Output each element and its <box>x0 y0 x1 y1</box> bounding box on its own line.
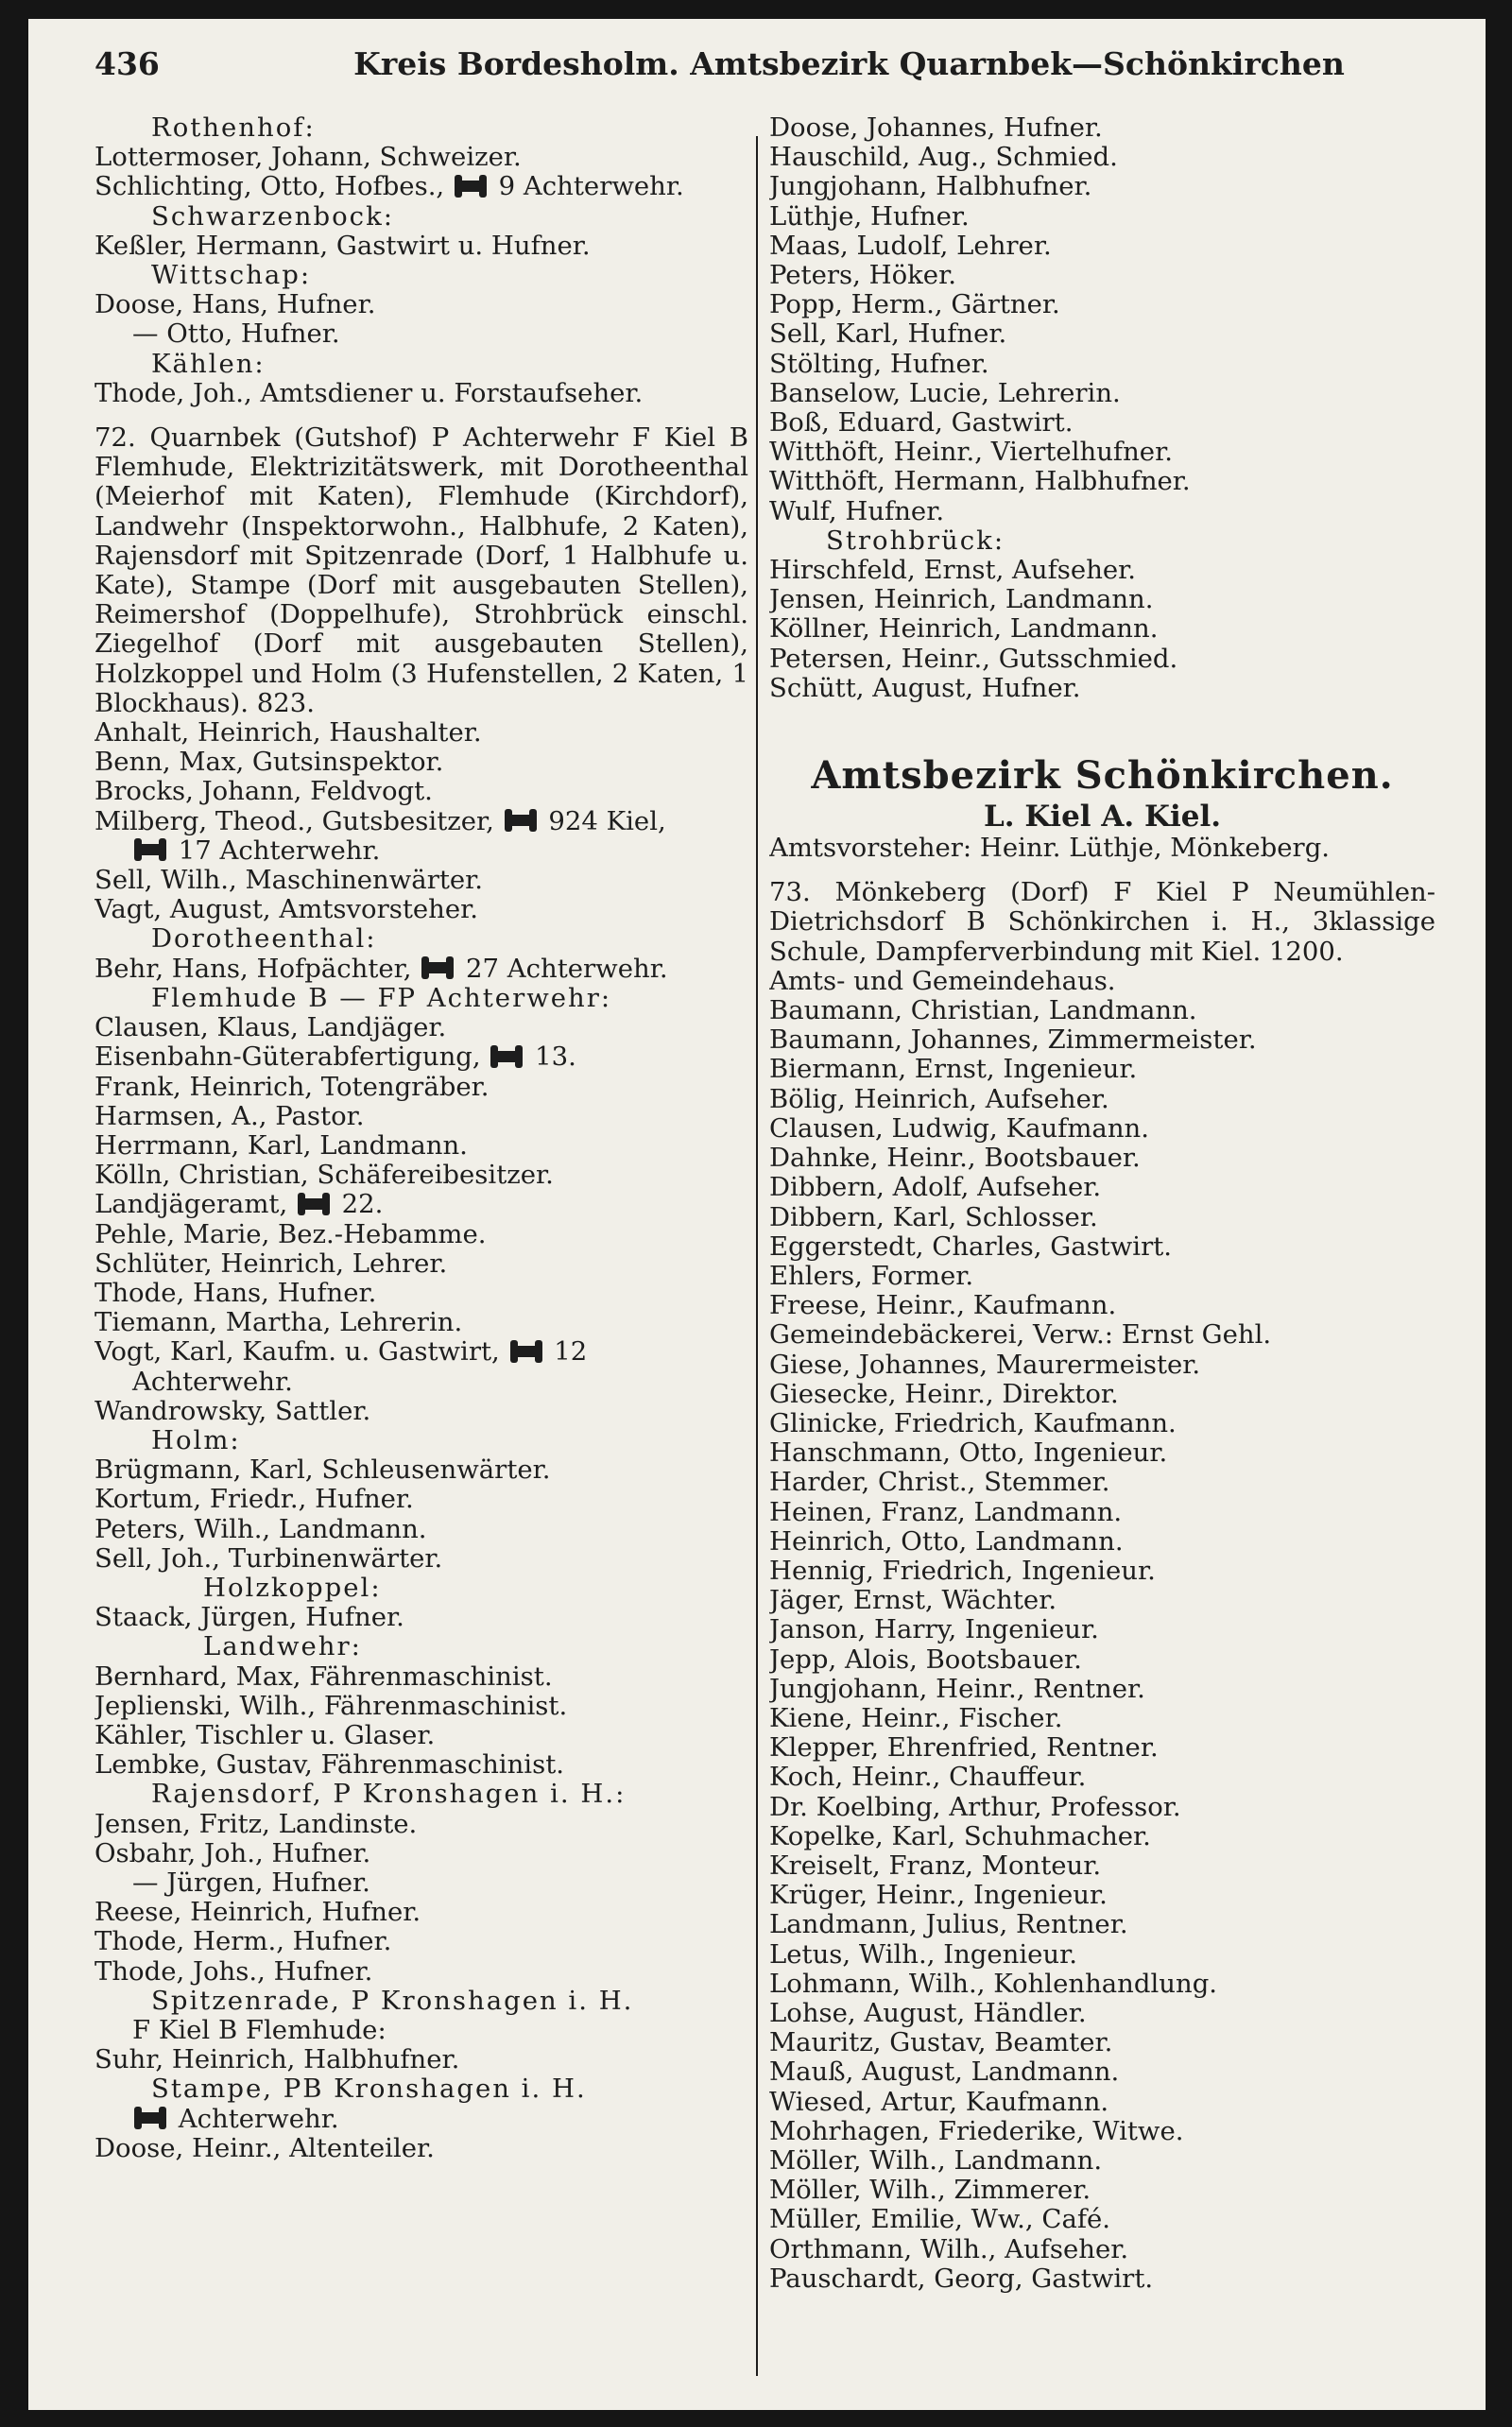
list-item <box>769 1851 1435 1881</box>
list-item <box>769 2057 1435 2087</box>
list-item <box>769 1557 1435 1586</box>
list-item <box>769 2028 1435 2057</box>
list-item <box>94 1397 748 1426</box>
entry-text: Müller, Emilie, Ww., Café. <box>769 2205 1111 2235</box>
list-item <box>769 967 1435 996</box>
phone-number: 13. <box>526 1042 576 1073</box>
district-title: Amtsbezirk Schönkirchen. <box>811 753 1394 799</box>
entry-text: Schlüter, Heinrich, Lehrer. <box>94 1248 448 1279</box>
entry-text: Brügmann, Karl, Schleusenwärter. <box>94 1455 551 1486</box>
entry-text: Jeplienski, Wilh., Fährenmaschinist. <box>94 1691 568 1721</box>
list-item <box>94 1692 748 1721</box>
place-heading <box>94 984 748 1013</box>
entry-text: Jäger, Ernst, Wächter. <box>769 1586 1057 1616</box>
entry-text: Strohbrück: <box>826 525 1005 556</box>
list-item <box>769 408 1435 438</box>
list-item <box>94 1161 748 1190</box>
entry-text: Achterwehr. <box>132 1367 293 1397</box>
list-item <box>769 2176 1435 2205</box>
list-item <box>769 614 1435 644</box>
list-item <box>769 1763 1435 1792</box>
entry-text: Schlichting, Otto, Hofbes., <box>94 172 453 202</box>
list-item <box>769 1055 1435 1084</box>
entry-text: Landwehr: <box>203 1632 362 1662</box>
entry-text: Gemeindebäckerei, Verw.: Ernst Gehl. <box>769 1320 1272 1351</box>
place-heading <box>94 924 748 954</box>
place-heading <box>94 2074 748 2104</box>
list-item <box>94 1662 748 1692</box>
entry-text: Wulf, Hufner. <box>769 496 945 526</box>
directory-page <box>28 19 1486 2410</box>
list-item <box>94 748 748 777</box>
entry-text: Schütt, August, Hufner. <box>769 673 1081 703</box>
entry-text: 73. Mönkeberg (Dorf) F Kiel P Neumühlen-Dietrichsdorf B Schönkirchen i. H., 3klassige Schule, Dampferverbindung mit Kiel. 1200. <box>769 878 1435 967</box>
place-heading <box>94 1426 748 1455</box>
list-item <box>769 585 1435 614</box>
entry-text: Staack, Jürgen, Hufner. <box>94 1603 404 1633</box>
list-item <box>769 2235 1435 2264</box>
list-item <box>94 1750 748 1780</box>
list-item <box>94 807 748 836</box>
place-heading <box>94 350 748 379</box>
list-item <box>94 1190 748 1219</box>
entry-text: Harmsen, A., Pastor. <box>94 1101 365 1131</box>
place-heading <box>94 261 748 290</box>
entry-text: Glinicke, Friedrich, Kaufmann. <box>769 1408 1177 1438</box>
phone-number: 924 Kiel, <box>540 806 666 836</box>
list-item <box>769 1586 1435 1615</box>
list-item <box>769 1704 1435 1733</box>
list-item <box>769 1970 1435 1999</box>
list-item <box>769 438 1435 467</box>
entry-text: Eisenbahn-Güterabfertigung, <box>94 1042 490 1073</box>
entry-text: Thode, Hans, Hufner. <box>94 1278 377 1308</box>
list-item <box>94 290 748 319</box>
list-item <box>769 1409 1435 1438</box>
entry-text: Hanschmann, Otto, Ingenieur. <box>769 1438 1168 1469</box>
entry-text: Hauschild, Aug., Schmied. <box>769 143 1118 173</box>
list-item <box>769 1232 1435 1262</box>
list-item <box>94 379 748 408</box>
place-heading <box>94 202 748 232</box>
entry-text: Osbahr, Joh., Hufner. <box>94 1838 371 1868</box>
list-item <box>769 379 1435 408</box>
place-heading <box>94 1780 748 1809</box>
list-item <box>94 1868 748 1898</box>
entry-text: Wittschap: <box>151 261 312 291</box>
phone-number: Achterwehr. <box>170 2104 339 2134</box>
list-item <box>94 1957 748 1987</box>
entry-text: Spitzenrade, P Kronshagen i. H. <box>151 1986 634 2016</box>
entry-text: Janson, Harry, Ingenieur. <box>769 1615 1099 1645</box>
entry-text: Biermann, Ernst, Ingenieur. <box>769 1055 1138 1085</box>
telephone-icon <box>492 1051 521 1062</box>
list-item <box>769 2088 1435 2117</box>
entry-text: Schwarzenbock: <box>151 201 394 232</box>
entry-text: Banselow, Lucie, Lehrerin. <box>769 378 1121 408</box>
list-item <box>769 1025 1435 1055</box>
list-item <box>94 955 748 984</box>
list-item <box>94 1927 748 1956</box>
entry-text: Lottermoser, Johann, Schweizer. <box>94 143 522 173</box>
entry-text: Peters, Höker. <box>769 261 956 291</box>
list-item <box>94 2045 748 2074</box>
list-item <box>769 1940 1435 1970</box>
entry-text: Tiemann, Martha, Lehrerin. <box>94 1308 463 1338</box>
list-item <box>94 1455 748 1485</box>
list-item <box>94 1073 748 1102</box>
list-item <box>94 1013 748 1042</box>
entry-text: Harder, Christ., Stemmer. <box>769 1468 1110 1498</box>
entry-text: Doose, Heinr., Altenteiler. <box>94 2133 435 2163</box>
column-divider <box>756 136 758 2376</box>
entry-text: Kiene, Heinr., Fischer. <box>769 1703 1063 1733</box>
entry-text: Wiesed, Artur, Kaufmann. <box>769 2087 1109 2117</box>
list-item <box>769 1203 1435 1232</box>
entry-text: Möller, Wilh., Landmann. <box>769 2146 1103 2176</box>
entry-text: Lohmann, Wilh., Kohlenhandlung. <box>769 1969 1218 1999</box>
entry-text: Doose, Hans, Hufner. <box>94 290 376 320</box>
entry-text: Mohrhagen, Friederike, Witwe. <box>769 2116 1184 2146</box>
list-item <box>769 1527 1435 1557</box>
entry-text: — Otto, Hufner. <box>132 319 340 350</box>
list-item <box>94 1368 748 1397</box>
entry-text: Freese, Heinr., Kaufmann. <box>769 1291 1117 1321</box>
list-item <box>94 1131 748 1161</box>
list-item <box>94 1308 748 1337</box>
list-item <box>94 143 748 172</box>
entry-text: Jepp, Alois, Bootsbauer. <box>769 1644 1082 1675</box>
entry-text: Amtsvorsteher: Heinr. Lüthje, Mönkeberg. <box>769 834 1331 864</box>
list-item <box>769 1881 1435 1910</box>
entry-text: Landjägeramt, <box>94 1190 296 1220</box>
entry-text: Petersen, Heinr., Gutsschmied. <box>769 644 1178 674</box>
list-item <box>769 674 1435 703</box>
entry-text: Popp, Herm., Gärtner. <box>769 290 1060 320</box>
left-column <box>94 113 748 2163</box>
list-item <box>769 143 1435 172</box>
entry-text: Vogt, Karl, Kaufm. u. Gastwirt, <box>94 1337 508 1368</box>
district-subhead: L. Kiel A. Kiel. <box>983 800 1222 835</box>
entry-text: Klepper, Ehrenfried, Rentner. <box>769 1733 1159 1764</box>
list-item <box>769 1144 1435 1173</box>
entry-text: Jensen, Fritz, Landinste. <box>94 1809 418 1839</box>
telephone-icon <box>300 1198 328 1210</box>
place-heading <box>769 526 1435 556</box>
list-item <box>94 1249 748 1279</box>
locality-description <box>769 878 1435 967</box>
entry-text: — Jürgen, Hufner. <box>132 1868 370 1898</box>
list-item <box>94 232 748 261</box>
entry-text: Rajensdorf, P Kronshagen i. H.: <box>151 1780 627 1810</box>
entry-text: Witthöft, Heinr., Viertelhufner. <box>769 438 1173 468</box>
entry-text: Behr, Hans, Hofpächter, <box>94 954 421 984</box>
entry-text: Sell, Joh., Turbinenwärter. <box>94 1543 443 1574</box>
entry-text: Doose, Johannes, Hufner. <box>769 113 1103 143</box>
entry-text: Eggerstedt, Charles, Gastwirt. <box>769 1231 1173 1262</box>
entry-text: Maas, Ludolf, Lehrer. <box>769 231 1052 261</box>
entry-text: Koch, Heinr., Chauffeur. <box>769 1763 1087 1793</box>
list-item <box>769 996 1435 1025</box>
list-item <box>94 1810 748 1839</box>
entry-text: Stampe, PB Kronshagen i. H. <box>151 2074 587 2105</box>
list-item <box>769 2205 1435 2234</box>
entry-text: Lüthje, Hufner. <box>769 201 970 232</box>
entry-text: Kölln, Christian, Schäfereibesitzer. <box>94 1161 554 1191</box>
right-column <box>769 113 1435 2294</box>
entry-text: Krüger, Heinr., Ingenieur. <box>769 1881 1108 1911</box>
list-item <box>94 1042 748 1072</box>
page-number: 436 <box>94 45 160 82</box>
list-item <box>769 113 1435 143</box>
place-heading <box>94 1574 748 1603</box>
list-item <box>769 1291 1435 1320</box>
place-heading <box>94 113 748 143</box>
list-item <box>94 718 748 748</box>
entry-text: Flemhude B — FP Achterwehr: <box>151 983 612 1013</box>
place-heading <box>94 1632 748 1661</box>
entry-text: Stölting, Hufner. <box>769 349 989 379</box>
list-item <box>769 467 1435 496</box>
list-item <box>94 777 748 806</box>
phone-number: 9 Achterwehr. <box>490 172 684 202</box>
list-item <box>94 2016 748 2045</box>
list-item <box>769 645 1435 674</box>
list-item <box>769 1351 1435 1380</box>
list-item <box>769 2146 1435 2176</box>
list-item <box>94 1721 748 1750</box>
entry-text: Rothenhof: <box>151 113 316 143</box>
list-item <box>769 1645 1435 1675</box>
entry-text: Möller, Wilh., Zimmerer. <box>769 2176 1091 2206</box>
entry-text: Orthmann, Wilh., Aufseher. <box>769 2234 1129 2264</box>
entry-text: Giese, Johannes, Maurermeister. <box>769 1350 1201 1380</box>
telephone-icon <box>512 1346 541 1357</box>
telephone-icon <box>423 962 452 973</box>
entry-text: Milberg, Theod., Gutsbesitzer, <box>94 806 503 836</box>
list-item <box>94 1515 748 1544</box>
entry-text: Bölig, Heinrich, Aufseher. <box>769 1084 1109 1114</box>
list-item <box>769 1999 1435 2028</box>
entry-text: Vagt, August, Amtsvorsteher. <box>94 895 479 925</box>
entry-text: Peters, Wilh., Landmann. <box>94 1514 427 1544</box>
list-item <box>769 350 1435 379</box>
phone-number: 22. <box>333 1190 384 1220</box>
list-item <box>94 1102 748 1131</box>
entry-text: Lohse, August, Händler. <box>769 1998 1087 2028</box>
district-entries <box>769 834 1435 2294</box>
list-item <box>769 834 1435 863</box>
entry-text: Baumann, Johannes, Zimmermeister. <box>769 1025 1257 1056</box>
list-item <box>769 1733 1435 1763</box>
list-item <box>769 1380 1435 1409</box>
list-item <box>94 895 748 924</box>
list-item <box>769 1910 1435 1939</box>
entry-text: Reese, Heinrich, Hufner. <box>94 1898 421 1928</box>
entry-text: Clausen, Klaus, Landjäger. <box>94 1013 447 1043</box>
entry-text: Bernhard, Max, Fährenmaschinist. <box>94 1661 553 1692</box>
right-column-entries <box>769 113 1435 703</box>
entry-text: Mauß, August, Landmann. <box>769 2057 1120 2088</box>
list-item <box>94 172 748 201</box>
entry-text: Letus, Wilh., Ingenieur. <box>769 1939 1078 1970</box>
entry-text: Pauschardt, Georg, Gastwirt. <box>769 2263 1154 2294</box>
list-item <box>94 2105 748 2134</box>
list-item <box>769 2117 1435 2146</box>
entry-text: Landmann, Julius, Rentner. <box>769 1910 1128 1940</box>
entry-text: Boß, Eduard, Gastwirt. <box>769 408 1074 439</box>
entry-text: Hennig, Friedrich, Ingenieur. <box>769 1556 1156 1586</box>
entry-text: Kreiselt, Franz, Monteur. <box>769 1850 1102 1881</box>
list-item <box>769 1085 1435 1114</box>
phone-number: 27 Achterwehr. <box>457 954 668 984</box>
locality-description <box>94 423 748 718</box>
phone-number: 12 <box>545 1337 588 1368</box>
list-item <box>94 1485 748 1514</box>
list-item <box>769 232 1435 261</box>
list-item <box>94 1220 748 1249</box>
phone-number: 17 Achterwehr. <box>170 835 381 866</box>
entry-text: Sell, Karl, Hufner. <box>769 319 1007 350</box>
entry-text: Baumann, Christian, Landmann. <box>769 996 1197 1026</box>
entry-text: F Kiel B Flemhude: <box>132 2016 387 2045</box>
entry-text: Heinrich, Otto, Landmann. <box>769 1526 1124 1557</box>
list-item <box>769 2264 1435 2294</box>
entry-text: Benn, Max, Gutsinspektor. <box>94 748 444 778</box>
entry-text: Amts- und Gemeindehaus. <box>769 966 1116 996</box>
entry-text: Dibbern, Adolf, Aufseher. <box>769 1173 1102 1203</box>
telephone-icon <box>456 181 485 192</box>
list-item <box>769 1793 1435 1822</box>
list-item <box>769 1438 1435 1468</box>
list-item <box>769 1615 1435 1644</box>
entry-text: Hirschfeld, Ernst, Aufseher. <box>769 556 1137 586</box>
entry-text: Thode, Joh., Amtsdiener u. Forstaufseher. <box>94 378 644 408</box>
running-head: Kreis Bordesholm. Amtsbezirk Quarnbek—Schönkirchen <box>353 45 1345 82</box>
entry-text: Ehlers, Former. <box>769 1261 974 1291</box>
entry-text: Dorotheenthal: <box>151 924 377 955</box>
list-item <box>769 1173 1435 1202</box>
entry-text: Suhr, Heinrich, Halbhufner. <box>94 2045 460 2075</box>
entry-text: Kopelke, Karl, Schuhmacher. <box>769 1821 1151 1851</box>
entry-text: Dahnke, Heinr., Bootsbauer. <box>769 1144 1141 1174</box>
entry-text: 72. Quarnbek (Gutshof) P Achterwehr F Kiel B Flemhude, Elektrizitätswerk, mit Dorotheenthal (Meierhof mit Katen), Flemhude (Kirchdorf), Landwehr (Inspektorwohn., Halbhufe, 2 Katen), Rajensdorf mit Spitzenrade (Dorf, 1 Halbhufe u. Kate), Stampe (Dorf mit ausgebauten Stellen), Reimershof (Doppelhufe), Strohbrück einschl. Ziegelhof (Dorf mit ausgebauten Stellen), Holzkoppel und Holm (3 Hufenstellen, 2 Katen, 1 Blockhaus). 823. <box>94 423 748 718</box>
list-item <box>94 1839 748 1868</box>
entry-text: Jungjohann, Halbhufner. <box>769 172 1092 202</box>
entry-text: Kähler, Tischler u. Glaser. <box>94 1720 436 1750</box>
entry-text: Jensen, Heinrich, Landmann. <box>769 585 1154 615</box>
entry-text: Herrmann, Karl, Landmann. <box>94 1130 468 1161</box>
entry-text: Holzkoppel: <box>203 1573 382 1603</box>
list-item <box>769 497 1435 526</box>
entry-text: Köllner, Heinrich, Landmann. <box>769 614 1159 645</box>
entry-text: Thode, Johs., Hufner. <box>94 1956 373 1987</box>
list-item <box>769 1262 1435 1291</box>
list-item <box>769 1320 1435 1350</box>
list-item <box>94 836 748 866</box>
list-item <box>94 1898 748 1927</box>
entry-text: Kählen: <box>151 349 266 379</box>
entry-text: Giesecke, Heinr., Direktor. <box>769 1379 1119 1409</box>
entry-text: Dibbern, Karl, Schlosser. <box>769 1202 1098 1232</box>
list-item <box>769 1675 1435 1704</box>
list-item <box>769 261 1435 290</box>
list-item <box>769 1114 1435 1144</box>
list-item <box>94 2134 748 2163</box>
telephone-icon <box>136 2112 164 2124</box>
entry-text: Keßler, Hermann, Gastwirt u. Hufner. <box>94 231 591 261</box>
list-item <box>769 172 1435 201</box>
entry-text: Frank, Heinrich, Totengräber. <box>94 1072 490 1102</box>
entry-text: Holm: <box>151 1425 241 1455</box>
entry-text: Thode, Herm., Hufner. <box>94 1927 392 1957</box>
entry-text: Kortum, Friedr., Hufner. <box>94 1485 414 1515</box>
list-item <box>769 1822 1435 1851</box>
entry-text: Heinen, Franz, Landmann. <box>769 1497 1123 1527</box>
entry-text: Lembke, Gustav, Fährenmaschinist. <box>94 1750 564 1781</box>
page-header <box>94 45 1462 93</box>
entry-text: Mauritz, Gustav, Beamter. <box>769 2028 1113 2058</box>
list-item <box>94 1603 748 1632</box>
list-item <box>769 319 1435 349</box>
list-item <box>769 1468 1435 1497</box>
list-item <box>769 290 1435 319</box>
entry-text: Sell, Wilh., Maschinenwärter. <box>94 866 484 896</box>
place-heading <box>94 1987 748 2016</box>
entry-text: Dr. Koelbing, Arthur, Professor. <box>769 1792 1181 1822</box>
entry-text: Witthöft, Hermann, Halbhufner. <box>769 467 1191 497</box>
list-item <box>769 202 1435 232</box>
telephone-icon <box>507 815 535 826</box>
list-item <box>94 1337 748 1367</box>
list-item <box>769 1498 1435 1527</box>
list-item <box>769 556 1435 585</box>
list-item <box>94 1544 748 1574</box>
entry-text: Jungjohann, Heinr., Rentner. <box>769 1674 1145 1704</box>
list-item <box>94 866 748 895</box>
entry-text: Brocks, Johann, Feldvogt. <box>94 777 433 807</box>
entry-text: Pehle, Marie, Bez.-Hebamme. <box>94 1219 487 1249</box>
entry-text: Anhalt, Heinrich, Haushalter. <box>94 718 482 749</box>
list-item <box>94 319 748 349</box>
telephone-icon <box>136 844 164 855</box>
list-item <box>94 1279 748 1308</box>
entry-text: Clausen, Ludwig, Kaufmann. <box>769 1113 1149 1144</box>
entry-text: Wandrowsky, Sattler. <box>94 1396 371 1426</box>
